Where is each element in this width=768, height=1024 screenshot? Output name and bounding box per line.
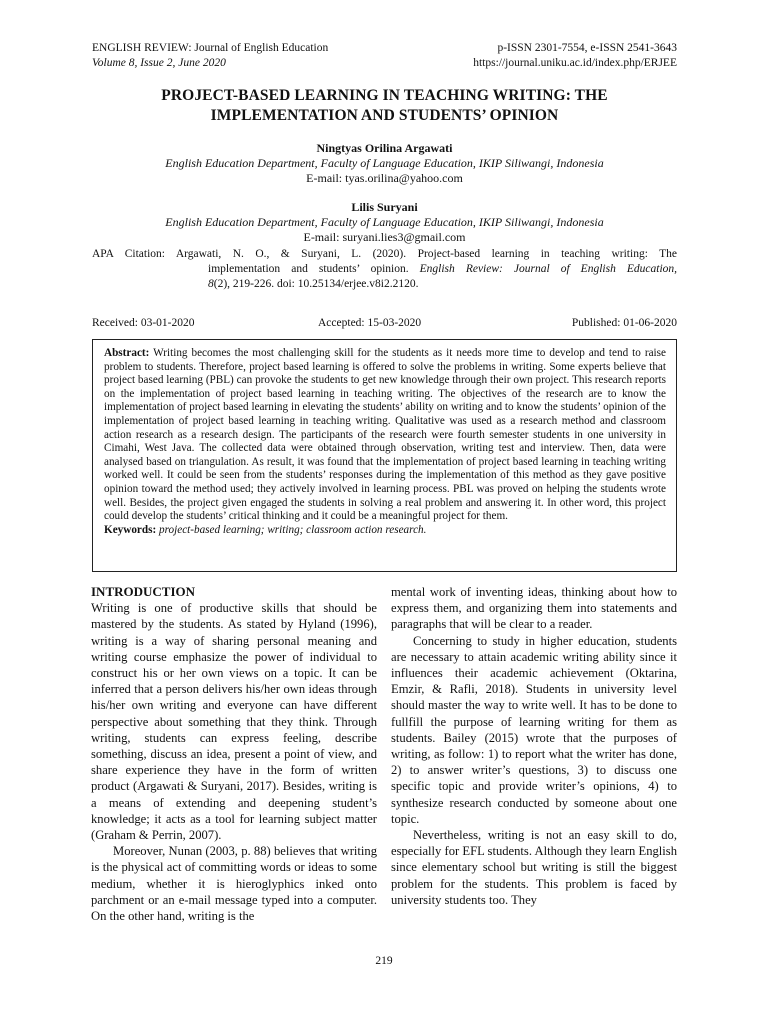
citation-text-1: Argawati, N. O., & Suryani, L. (2020). Project-based learning in teaching writing: The	[175, 248, 677, 260]
body-paragraph: Moreover, Nunan (2003, p. 88) believes that writing is the physical act of committing words or ideas to some medium, whether it is hieroglyphics inked onto parchment or an e-mail message typed into a computer. On the other hand, writing is the	[91, 844, 377, 924]
apa-citation	[92, 247, 677, 292]
citation-text-2b: English Review: Journal of English Education,	[419, 263, 678, 275]
author-name: Lilis Suryani	[351, 200, 418, 214]
title-line-1: PROJECT-BASED LEARNING IN TEACHING WRITING: THE	[161, 87, 608, 104]
citation-label: APA Citation:	[92, 248, 165, 260]
citation-text-2a: implementation and students’ opinion.	[208, 263, 409, 275]
journal-url[interactable]: https://journal.uniku.ac.id/index.php/ERJEE	[473, 57, 677, 69]
abstract-label: Abstract:	[104, 347, 150, 359]
citation-line-3	[208, 277, 677, 292]
header-left	[92, 41, 328, 71]
header-right	[473, 41, 677, 71]
abstract-box	[92, 339, 677, 572]
page-number: 219	[375, 955, 393, 967]
citation-text-3: (2), 219-226. doi: 10.25134/erjee.v8i2.2120.	[213, 278, 419, 290]
accepted-date: Accepted: 15-03-2020	[318, 317, 422, 329]
author-email[interactable]: E-mail: tyas.orilina@yahoo.com	[306, 171, 463, 185]
body-paragraph: Nevertheless, writing is not an easy skill to do, especially for EFL students. Although they learn English since elementary school but writing is still the biggest problem for the students. This problem is faced by university students too. They	[391, 828, 677, 907]
body-paragraph: mental work of inventing ideas, thinking about how to express them, and organizing them into statements and paragraphs that will be clear to a reader.	[391, 585, 677, 632]
abstract-text: Writing becomes the most challenging skill for the students as it needs more time to develop and tend to raise problem to students. Therefore, project based learning is offered to solve the problems in writing. Some experts believe that project based learning (PBL) can provoke the students to get new knowledge through their own project. This research reports on the implementation of project based learning in teaching writing. The objectives of the research are to know the implementation of project based learning in elevating the students’ ability on writing and to know the students’ opinion of the implementation of project based learning in teaching writing. Qualitative was used as a research method and classroom action research as a research design. The participants of the research were fourth semester students in one university in Cimahi, West Java. The collected data were obtained through observation, writing test and interview. Then, data were analysed based on triangulation. As result, it was found that the implementation of project based learning in teaching writing worked well. It could be seen from the students’ responses during the implementation of this method as they gave positive opinion toward the method used; they actively involved in learning process. PBL was proved on helping the students wrote well. Besides, the project given engaged the students in solving a real problem and answering it. In other word, this project could develop the students’ critical thinking and it could be a meaningful project for them.	[104, 347, 666, 523]
received-date: Received: 03-01-2020	[92, 317, 195, 329]
author-affiliation: English Education Department, Faculty of Language Education, IKIP Siliwangi, Indonesia	[165, 156, 604, 170]
body-paragraph: Concerning to study in higher education, students are necessary to attain academic writing ability since it influences their academic achievement (Oktarina, Emzir, & Rafli, 2018). Students in university level should master the way to write well. It has to be done to fullfill the purpose of learning writing for them as students. Bailey (2015) wrote that the purposes of writing, as follow: 1) to report what the writer has done, 2) to answer writer’s questions, 3) to discuss one specific topic and provide writer’s opinions, 4) to synthesize research conducted by someone about one topic.	[391, 633, 677, 826]
author-name: Ningtyas Orilina Argawati	[316, 141, 453, 155]
published-date: Published: 01-06-2020	[571, 317, 677, 329]
citation-volume: 8	[208, 278, 214, 290]
citation-line-2	[208, 262, 677, 277]
body-column-left	[91, 584, 377, 924]
author-block-1	[92, 141, 677, 186]
author-email[interactable]: E-mail: suryani.lies3@gmail.com	[303, 230, 466, 244]
issn: p-ISSN 2301-7554, e-ISSN 2541-3643	[497, 42, 677, 54]
journal-name: ENGLISH REVIEW: Journal of English Education	[92, 42, 329, 54]
paper-title	[92, 86, 677, 126]
body-column-right	[391, 584, 677, 908]
section-heading: INTRODUCTION	[91, 584, 196, 599]
author-block-2	[92, 200, 677, 245]
keywords-label: Keywords:	[104, 523, 157, 536]
citation-line-1	[92, 247, 677, 262]
title-line-2: IMPLEMENTATION AND STUDENTS’ OPINION	[210, 107, 559, 124]
author-affiliation: English Education Department, Faculty of Language Education, IKIP Siliwangi, Indonesia	[165, 215, 604, 229]
keywords-line	[104, 524, 666, 538]
body-paragraph: Writing is one of productive skills that should be mastered by the students. As stated by Hyland (1996), writing is a way of sharing personal meaning and writing course emphasize the power of individual to construct his or her own views on a topic. It can be inferred that a person delivers his/her own ideas through his/her own writing and everyone can have different perspective about something that they think. Through writing, students can express feeling, describe something, discuss an idea, present a point of view, and share experience they have in the form of written product (Argawati & Suryani, 2017). Besides, writing is a means of extending and deepening student’s knowledge; it acts as a tool for learning subject matter (Graham & Perrin, 2007).	[91, 601, 377, 843]
volume-info: Volume 8, Issue 2, June 2020	[92, 57, 226, 69]
keywords-text: project-based learning; writing; classroom action research.	[159, 523, 427, 536]
abstract-paragraph	[104, 347, 666, 524]
